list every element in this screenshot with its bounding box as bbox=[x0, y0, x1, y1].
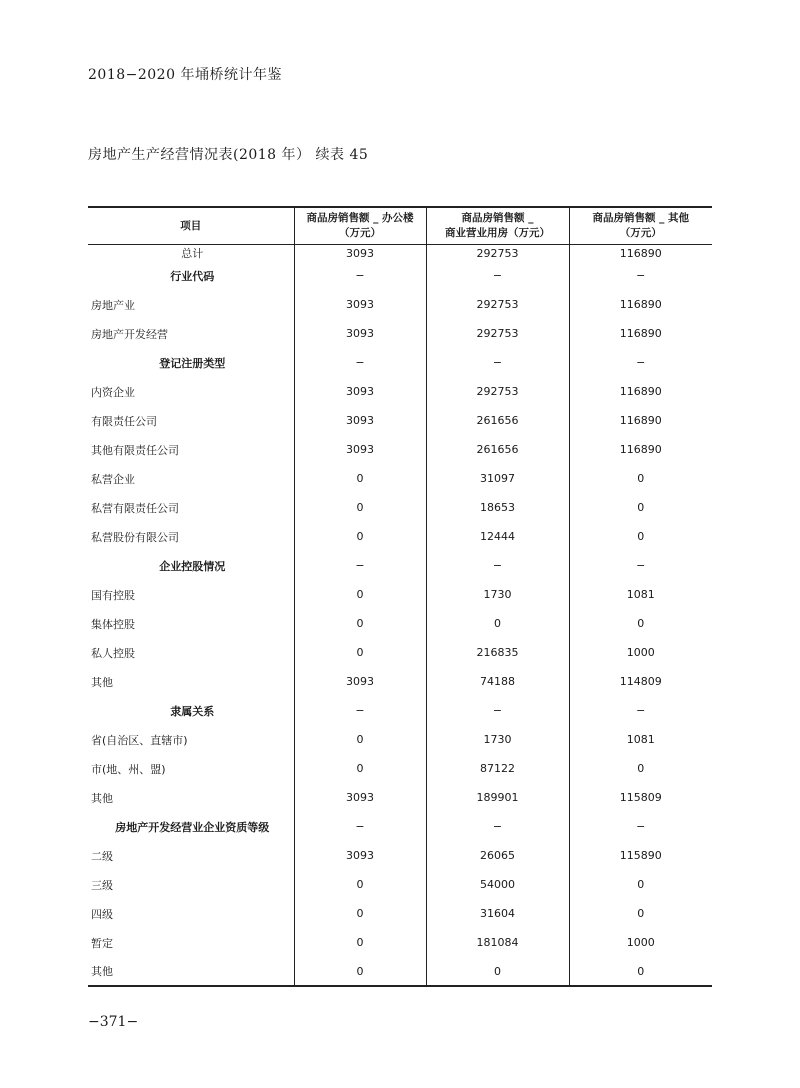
row-label: 房地产业 bbox=[91, 298, 135, 312]
value-cell: 292753 bbox=[426, 377, 569, 406]
value-cell: 0 bbox=[294, 580, 426, 609]
value-cell: 116890 bbox=[569, 377, 712, 406]
value-cell: 0 bbox=[426, 957, 569, 986]
column-header-office bbox=[294, 207, 426, 245]
value-cell: 0 bbox=[569, 957, 712, 986]
column-header-line1: 商品房销售额 _ 办公楼 bbox=[306, 212, 414, 224]
value-cell: 3093 bbox=[294, 841, 426, 870]
row-label: 其他有限责任公司 bbox=[91, 443, 179, 457]
table-row bbox=[88, 406, 712, 435]
value-cell: 261656 bbox=[426, 435, 569, 464]
value-cell: 3093 bbox=[294, 406, 426, 435]
value-cell: − bbox=[294, 812, 426, 841]
value-cell: 3093 bbox=[294, 245, 426, 262]
table-header-row bbox=[88, 207, 712, 245]
column-header-line1: 商品房销售额 _ 其他 bbox=[592, 212, 690, 224]
value-cell: 116890 bbox=[569, 290, 712, 319]
value-cell: 292753 bbox=[426, 245, 569, 262]
table-row bbox=[88, 319, 712, 348]
column-header-line2: （万元） bbox=[619, 227, 662, 239]
value-cell: 0 bbox=[569, 493, 712, 522]
value-cell: 261656 bbox=[426, 406, 569, 435]
value-cell: 0 bbox=[294, 609, 426, 638]
value-cell: 115890 bbox=[569, 841, 712, 870]
table-row bbox=[88, 812, 712, 841]
row-label: 四级 bbox=[91, 907, 113, 921]
value-cell: − bbox=[426, 348, 569, 377]
row-label: 登记注册类型 bbox=[159, 356, 226, 370]
table-row bbox=[88, 754, 712, 783]
row-label: 总计 bbox=[181, 247, 204, 260]
row-label: 私人控股 bbox=[91, 646, 135, 660]
row-label: 暂定 bbox=[91, 936, 113, 950]
value-cell: 0 bbox=[294, 870, 426, 899]
value-cell: 3093 bbox=[294, 435, 426, 464]
row-label: 房地产开发经营业企业资质等级 bbox=[115, 820, 270, 834]
table-row bbox=[88, 638, 712, 667]
row-label: 其他 bbox=[91, 675, 113, 689]
column-header-line1: 商品房销售额 _ bbox=[461, 212, 534, 224]
table-row bbox=[88, 464, 712, 493]
value-cell: − bbox=[569, 551, 712, 580]
table-row bbox=[88, 580, 712, 609]
row-label: 内资企业 bbox=[91, 385, 135, 399]
value-cell: 189901 bbox=[426, 783, 569, 812]
value-cell: 0 bbox=[569, 609, 712, 638]
table-row bbox=[88, 957, 712, 986]
row-label: 国有控股 bbox=[91, 588, 135, 602]
value-cell: 3093 bbox=[294, 667, 426, 696]
row-label: 隶属关系 bbox=[170, 704, 215, 718]
value-cell: 116890 bbox=[569, 406, 712, 435]
column-header-line2: 商业营业用房（万元） bbox=[445, 227, 550, 239]
table-row bbox=[88, 696, 712, 725]
table-body bbox=[88, 245, 712, 987]
table-row bbox=[88, 522, 712, 551]
value-cell: 54000 bbox=[426, 870, 569, 899]
value-cell: 116890 bbox=[569, 245, 712, 262]
value-cell: 12444 bbox=[426, 522, 569, 551]
value-cell: 0 bbox=[426, 609, 569, 638]
value-cell: 3093 bbox=[294, 783, 426, 812]
table-row bbox=[88, 551, 712, 580]
row-label: 二级 bbox=[91, 849, 113, 863]
column-header-commercial bbox=[426, 207, 569, 245]
value-cell: 0 bbox=[294, 464, 426, 493]
table-row bbox=[88, 245, 712, 262]
table-row bbox=[88, 870, 712, 899]
statistics-table bbox=[88, 206, 712, 987]
value-cell: − bbox=[426, 696, 569, 725]
page-number: −371− bbox=[88, 1014, 139, 1030]
table-row bbox=[88, 899, 712, 928]
value-cell: 0 bbox=[569, 754, 712, 783]
row-label: 私营有限责任公司 bbox=[91, 501, 179, 515]
table-row bbox=[88, 377, 712, 406]
value-cell: 3093 bbox=[294, 290, 426, 319]
table-row bbox=[88, 493, 712, 522]
value-cell: 74188 bbox=[426, 667, 569, 696]
value-cell: 3093 bbox=[294, 319, 426, 348]
column-header-item bbox=[88, 207, 294, 245]
column-header-line1: 项目 bbox=[180, 219, 202, 232]
row-label: 私营企业 bbox=[91, 472, 135, 486]
row-label: 省(自治区、直辖市) bbox=[91, 733, 188, 747]
value-cell: 0 bbox=[294, 638, 426, 667]
row-label: 私营股份有限公司 bbox=[91, 530, 179, 544]
value-cell: 0 bbox=[569, 870, 712, 899]
value-cell: 87122 bbox=[426, 754, 569, 783]
row-label: 集体控股 bbox=[91, 617, 135, 631]
value-cell: − bbox=[569, 696, 712, 725]
value-cell: 115809 bbox=[569, 783, 712, 812]
value-cell: 0 bbox=[569, 464, 712, 493]
row-label: 市(地、州、盟) bbox=[91, 762, 166, 776]
value-cell: 1730 bbox=[426, 580, 569, 609]
value-cell: 0 bbox=[294, 725, 426, 754]
value-cell: − bbox=[569, 812, 712, 841]
value-cell: 0 bbox=[569, 899, 712, 928]
value-cell: 292753 bbox=[426, 290, 569, 319]
value-cell: 0 bbox=[569, 522, 712, 551]
value-cell: 0 bbox=[294, 754, 426, 783]
value-cell: 1081 bbox=[569, 725, 712, 754]
value-cell: 18653 bbox=[426, 493, 569, 522]
value-cell: 26065 bbox=[426, 841, 569, 870]
value-cell: − bbox=[294, 261, 426, 290]
value-cell: 1081 bbox=[569, 580, 712, 609]
row-label: 其他 bbox=[91, 965, 113, 978]
table-row bbox=[88, 928, 712, 957]
value-cell: 0 bbox=[294, 899, 426, 928]
value-cell: − bbox=[294, 348, 426, 377]
table-row bbox=[88, 841, 712, 870]
value-cell: 114809 bbox=[569, 667, 712, 696]
row-label: 三级 bbox=[91, 878, 113, 892]
value-cell: 31604 bbox=[426, 899, 569, 928]
value-cell: 0 bbox=[294, 522, 426, 551]
value-cell: 216835 bbox=[426, 638, 569, 667]
column-header-other bbox=[569, 207, 712, 245]
value-cell: 116890 bbox=[569, 319, 712, 348]
row-label: 企业控股情况 bbox=[159, 559, 226, 573]
row-label: 有限责任公司 bbox=[91, 414, 157, 428]
value-cell: 116890 bbox=[569, 435, 712, 464]
table-row bbox=[88, 725, 712, 754]
table-row bbox=[88, 290, 712, 319]
value-cell: 3093 bbox=[294, 377, 426, 406]
table-title: 房地产生产经营情况表(2018 年） 续表 45 bbox=[88, 147, 369, 163]
table-row bbox=[88, 667, 712, 696]
row-label: 行业代码 bbox=[170, 269, 215, 283]
value-cell: − bbox=[426, 551, 569, 580]
value-cell: 0 bbox=[294, 957, 426, 986]
value-cell: − bbox=[569, 348, 712, 377]
table-row bbox=[88, 609, 712, 638]
value-cell: 181084 bbox=[426, 928, 569, 957]
value-cell: 1000 bbox=[569, 928, 712, 957]
table-row bbox=[88, 261, 712, 290]
value-cell: 31097 bbox=[426, 464, 569, 493]
value-cell: 0 bbox=[294, 493, 426, 522]
row-label: 其他 bbox=[91, 791, 113, 805]
table-row bbox=[88, 435, 712, 464]
value-cell: − bbox=[294, 551, 426, 580]
value-cell: − bbox=[426, 261, 569, 290]
row-label: 房地产开发经营 bbox=[91, 327, 168, 341]
value-cell: − bbox=[294, 696, 426, 725]
value-cell: 292753 bbox=[426, 319, 569, 348]
value-cell: 1000 bbox=[569, 638, 712, 667]
value-cell: − bbox=[569, 261, 712, 290]
table-row bbox=[88, 348, 712, 377]
column-header-line2: （万元） bbox=[339, 227, 381, 239]
running-header: 2018−2020 年埇桥统计年鉴 bbox=[88, 67, 282, 83]
table-row bbox=[88, 783, 712, 812]
value-cell: − bbox=[426, 812, 569, 841]
value-cell: 0 bbox=[294, 928, 426, 957]
value-cell: 1730 bbox=[426, 725, 569, 754]
